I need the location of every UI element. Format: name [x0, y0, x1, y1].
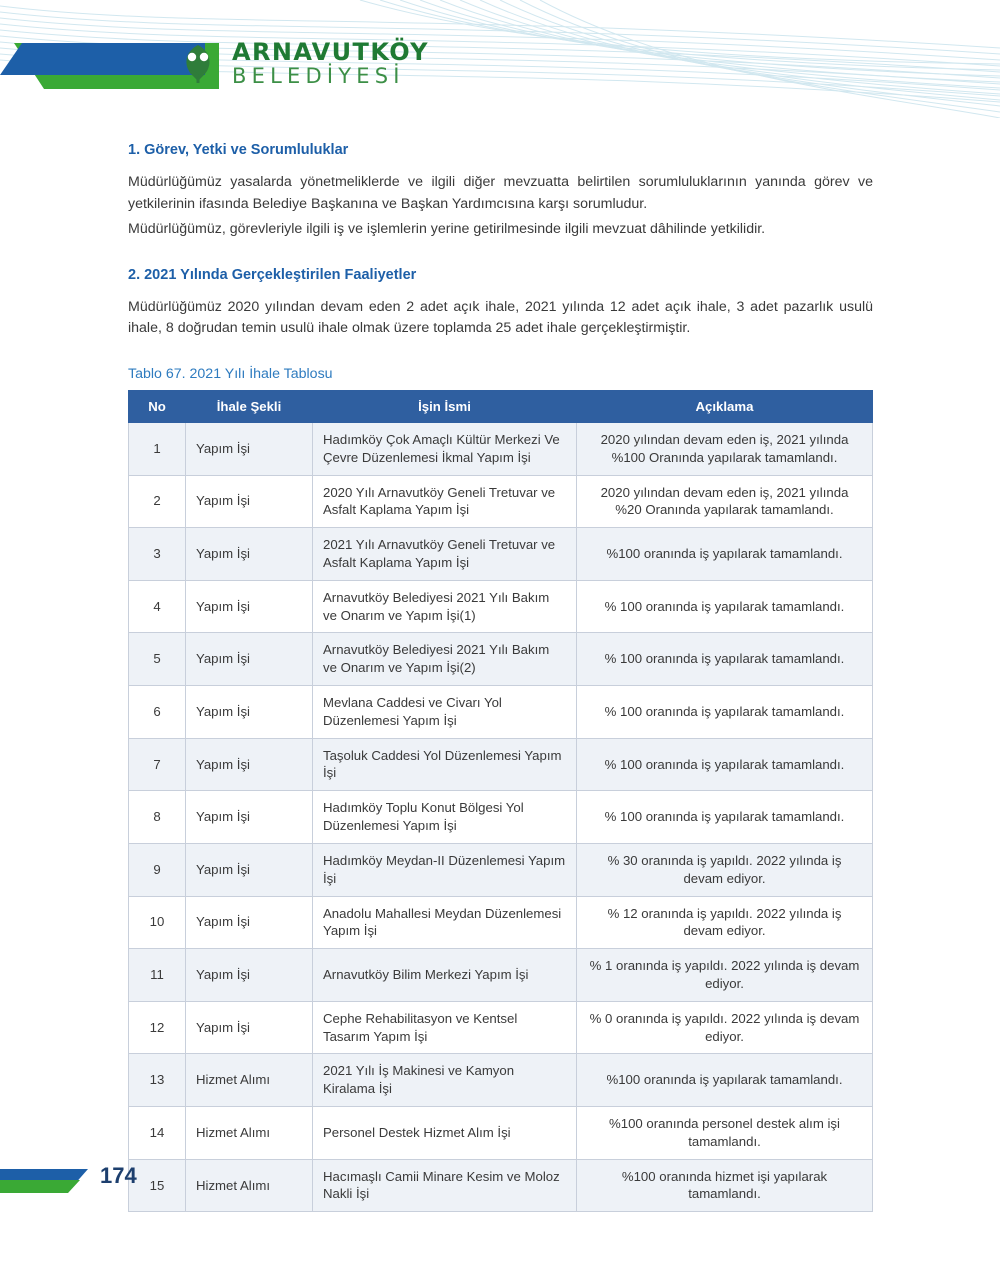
cell-no: 7: [129, 738, 186, 791]
section-title-duties: 1. Görev, Yetki ve Sorumluluklar: [128, 142, 349, 158]
cell-type: Yapım İşi: [186, 896, 313, 949]
cell-no: 12: [129, 1001, 186, 1054]
cell-name: Mevlana Caddesi ve Civarı Yol Düzenlemesi Yapım İşi: [313, 686, 577, 739]
section-paragraph: Müdürlüğümüz 2020 yılından devam eden 2 adet açık ihale, 2021 yılında 12 adet açık ihale, 3 adet pazarlık usulü ihale, 8 doğrudan temin usulü ihale olmak üzere toplamda 25 adet ihale gerçekleştirmiştir.: [128, 298, 873, 337]
cell-type: Yapım İşi: [186, 580, 313, 633]
section-title-activities: 2. 2021 Yılında Gerçekleştirilen Faaliyetler: [128, 266, 417, 283]
table-caption: Tablo 67. 2021 Yılı İhale Tablosu: [128, 365, 333, 382]
cell-no: 4: [129, 580, 186, 633]
cell-no: 2: [129, 475, 186, 528]
cell-no: 15: [129, 1159, 186, 1212]
footer-band-blue: [0, 1169, 88, 1181]
cell-description: %100 oranında iş yapılarak tamamlandı.: [577, 528, 873, 581]
cell-description: % 100 oranında iş yapılarak tamamlandı.: [577, 686, 873, 739]
header-band-blue: [0, 43, 205, 75]
page-content: [128, 142, 873, 1212]
cell-type: Yapım İşi: [186, 475, 313, 528]
cell-type: Yapım İşi: [186, 1001, 313, 1054]
cell-type: Yapım İşi: [186, 949, 313, 1002]
cell-name: 2021 Yılı İş Makinesi ve Kamyon Kiralama İşi: [313, 1054, 577, 1107]
cell-name: Cephe Rehabilitasyon ve Kentsel Tasarım Yapım İşi: [313, 1001, 577, 1054]
table-row: [129, 528, 873, 581]
cell-no: 9: [129, 843, 186, 896]
section-paragraph: Müdürlüğümüz yasalarda yönetmeliklerde ve ilgili diğer mevzuatta belirtilen sorumluluklarının yanında görev ve yetkilerinin ifasında Belediye Başkanına ve Başkan Yardımcısına karşı sorumludur.: [128, 174, 873, 212]
municipality-logo: [176, 40, 429, 87]
cell-name: Hadımköy Meydan-II Düzenlemesi Yapım İşi: [313, 843, 577, 896]
cell-no: 13: [129, 1054, 186, 1107]
cell-name: Arnavutköy Belediyesi 2021 Yılı Bakım ve Onarım ve Yapım İşi(1): [313, 580, 577, 633]
column-header-description: Açıklama: [577, 390, 873, 422]
cell-type: Yapım İşi: [186, 738, 313, 791]
page-header: [0, 0, 1000, 118]
cell-description: % 100 oranında iş yapılarak tamamlandı.: [577, 580, 873, 633]
table-row: [129, 422, 873, 475]
cell-name: Arnavutköy Bilim Merkezi Yapım İşi: [313, 949, 577, 1002]
table-row: [129, 1054, 873, 1107]
cell-no: 6: [129, 686, 186, 739]
cell-no: 3: [129, 528, 186, 581]
cell-description: % 1 oranında iş yapıldı. 2022 yılında iş devam ediyor.: [577, 949, 873, 1002]
logo-title: ARNAVUTKÖY: [232, 38, 429, 66]
cell-no: 10: [129, 896, 186, 949]
page-footer: [0, 1163, 1000, 1205]
cell-name: Anadolu Mahallesi Meydan Düzenlemesi Yapım İşi: [313, 896, 577, 949]
cell-description: % 0 oranında iş yapıldı. 2022 yılında iş devam ediyor.: [577, 1001, 873, 1054]
column-header-name: İşin İsmi: [313, 390, 577, 422]
cell-description: 2020 yılından devam eden iş, 2021 yılında %100 Oranında yapılarak tamamlandı.: [577, 422, 873, 475]
table-row: [129, 686, 873, 739]
cell-type: Yapım İşi: [186, 528, 313, 581]
table-row: [129, 738, 873, 791]
table-row: [129, 1107, 873, 1160]
cell-description: %100 oranında iş yapılarak tamamlandı.: [577, 1054, 873, 1107]
section-paragraph: Müdürlüğümüz, görevleriyle ilgili iş ve işlemlerin yerine getirilmesinde ilgili mevzuat dâhilinde yetkilidir.: [128, 221, 766, 238]
table-row: [129, 633, 873, 686]
footer-band-green: [0, 1180, 80, 1193]
leaf-monogram-icon: [176, 42, 220, 86]
cell-description: % 12 oranında iş yapıldı. 2022 yılında iş devam ediyor.: [577, 896, 873, 949]
table-row: [129, 896, 873, 949]
cell-no: 1: [129, 422, 186, 475]
table-row: [129, 475, 873, 528]
cell-type: Hizmet Alımı: [186, 1054, 313, 1107]
cell-no: 11: [129, 949, 186, 1002]
column-header-no: No: [129, 390, 186, 422]
cell-name: Personel Destek Hizmet Alım İşi: [313, 1107, 577, 1160]
column-header-type: İhale Şekli: [186, 390, 313, 422]
cell-name: 2020 Yılı Arnavutköy Geneli Tretuvar ve Asfalt Kaplama Yapım İşi: [313, 475, 577, 528]
cell-no: 8: [129, 791, 186, 844]
cell-type: Yapım İşi: [186, 843, 313, 896]
logo-subtitle: BELEDİYESİ: [232, 64, 405, 88]
table-row: [129, 791, 873, 844]
cell-type: Yapım İşi: [186, 422, 313, 475]
cell-type: Yapım İşi: [186, 791, 313, 844]
cell-description: % 30 oranında iş yapıldı. 2022 yılında iş devam ediyor.: [577, 843, 873, 896]
cell-type: Hizmet Alımı: [186, 1159, 313, 1212]
table-row: [129, 580, 873, 633]
cell-name: Taşoluk Caddesi Yol Düzenlemesi Yapım İşi: [313, 738, 577, 791]
page-number: 174: [100, 1163, 137, 1188]
cell-no: 5: [129, 633, 186, 686]
cell-type: Yapım İşi: [186, 686, 313, 739]
cell-name: Arnavutköy Belediyesi 2021 Yılı Bakım ve Onarım ve Yapım İşi(2): [313, 633, 577, 686]
cell-description: % 100 oranında iş yapılarak tamamlandı.: [577, 791, 873, 844]
footer-color-band: [0, 1169, 90, 1193]
cell-type: Yapım İşi: [186, 633, 313, 686]
table-row: [129, 949, 873, 1002]
cell-description: % 100 oranında iş yapılarak tamamlandı.: [577, 633, 873, 686]
cell-no: 14: [129, 1107, 186, 1160]
cell-name: Hacımaşlı Camii Minare Kesim ve Moloz Nakli İşi: [313, 1159, 577, 1212]
table-row: [129, 1001, 873, 1054]
table-header-row: [129, 390, 873, 422]
cell-description: %100 oranında hizmet işi yapılarak tamamlandı.: [577, 1159, 873, 1212]
cell-name: Hadımköy Toplu Konut Bölgesi Yol Düzenlemesi Yapım İşi: [313, 791, 577, 844]
cell-type: Hizmet Alımı: [186, 1107, 313, 1160]
table-row: [129, 843, 873, 896]
cell-description: 2020 yılından devam eden iş, 2021 yılında %20 Oranında yapılarak tamamlandı.: [577, 475, 873, 528]
cell-description: % 100 oranında iş yapılarak tamamlandı.: [577, 738, 873, 791]
cell-name: 2021 Yılı Arnavutköy Geneli Tretuvar ve Asfalt Kaplama Yapım İşi: [313, 528, 577, 581]
cell-description: %100 oranında personel destek alım işi tamamlandı.: [577, 1107, 873, 1160]
cell-name: Hadımköy Çok Amaçlı Kültür Merkezi Ve Çevre Düzenlemesi İkmal Yapım İşi: [313, 422, 577, 475]
tender-table: [128, 390, 873, 1212]
